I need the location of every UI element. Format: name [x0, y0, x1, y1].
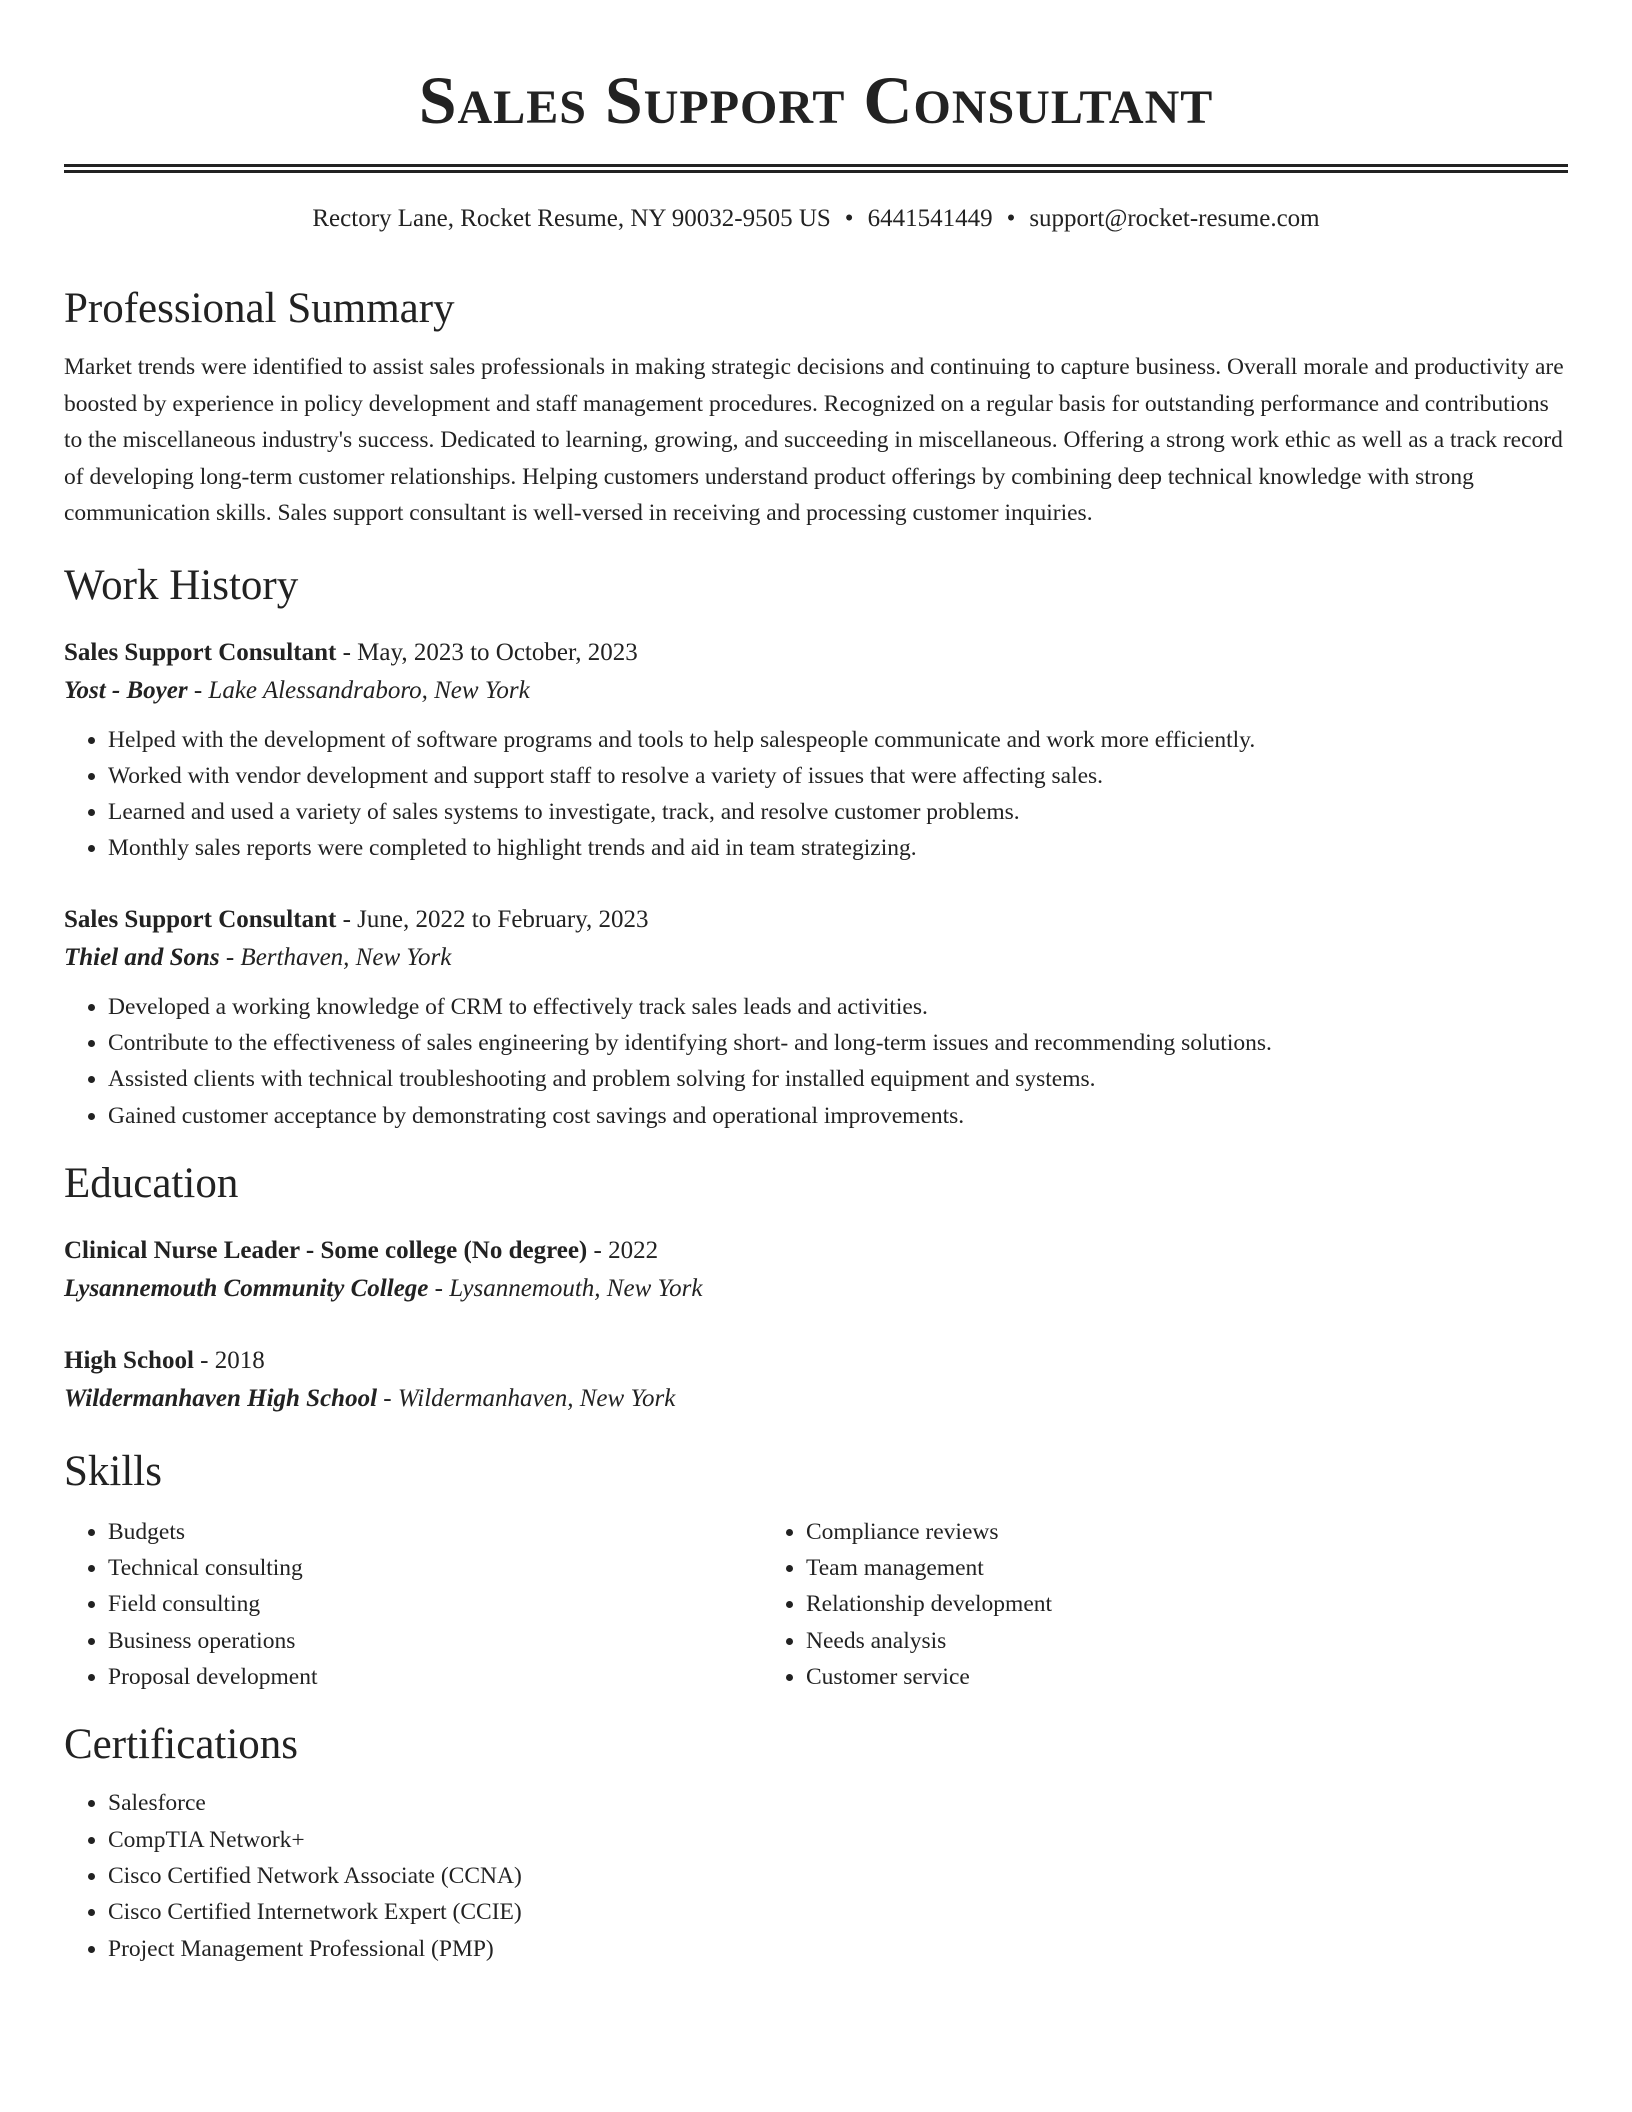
job-title-line	[64, 634, 1568, 672]
summary-text: Market trends were identified to assist sales professionals in making strategic decisions and continuing to capture business. Overall morale and productivity are boosted by experience in policy development and staff management procedures. Recognized on a regular basis for outstanding performance and contributions to the miscellaneous industry's success. Dedicated to learning, growing, and succeeding in miscellaneous. Offering a strong work ethic as well as a track record of developing long-term customer relationships. Helping customers understand product offerings by combining deep technical knowledge with strong communication skills. Sales support consultant is well-versed in receiving and processing customer inquiries.	[64, 354, 1564, 526]
job-bullet: • Gained customer acceptance by demonstrating cost savings and operational improvements.	[108, 1098, 1568, 1134]
skill-item: • Field consulting	[108, 1586, 762, 1622]
job-title-line	[64, 901, 1568, 939]
certifications-list	[64, 1785, 1568, 1966]
education-school-line	[64, 1270, 1568, 1308]
job-company-line	[64, 939, 1568, 977]
contact-phone: 6441541449	[867, 205, 993, 232]
certification-item: • Salesforce	[108, 1785, 1568, 1821]
job-bullet: • Monthly sales reports were completed to highlight trends and aid in team strategizing.	[108, 830, 1568, 866]
job-bullet: • Worked with vendor development and support staff to resolve a variety of issues that were affecting sales.	[108, 758, 1568, 794]
job-location: - Berthaven, New York	[219, 943, 452, 971]
job-company: Thiel and Sons	[64, 943, 220, 971]
skills-heading: Skills	[64, 1447, 162, 1495]
contact-line	[64, 201, 1568, 237]
skill-item: • Compliance reviews	[806, 1514, 1460, 1550]
education-year: - 2018	[193, 1346, 265, 1374]
education-degree-line	[64, 1342, 1568, 1380]
job-bullets	[64, 722, 1568, 867]
skill-item: • Business operations	[108, 1623, 762, 1659]
education-entry	[64, 1232, 1568, 1308]
job-bullet: • Developed a working knowledge of CRM to effectively track sales leads and activities.	[108, 989, 1568, 1025]
contact-separator: •	[844, 205, 854, 232]
education-year: - 2022	[587, 1236, 659, 1264]
education-school: Lysannemouth Community College	[64, 1274, 429, 1302]
job-role: Sales Support Consultant	[64, 905, 337, 933]
education-location: - Wildermanhaven, New York	[377, 1384, 676, 1412]
skills-column-right	[762, 1514, 1460, 1695]
summary-heading: Professional Summary	[64, 285, 455, 332]
certification-item: • Cisco Certified Internetwork Expert (CCIE)	[108, 1894, 1568, 1930]
contact-address: Rectory Lane, Rocket Resume, NY 90032-9505 US	[312, 205, 831, 232]
job-company-line	[64, 672, 1568, 710]
skill-item: • Team management	[806, 1550, 1460, 1586]
skill-item: • Needs analysis	[806, 1623, 1460, 1659]
skill-item: • Technical consulting	[108, 1550, 762, 1586]
skill-item: • Budgets	[108, 1514, 762, 1550]
candidate-name: Sales Support Consultant	[418, 62, 1214, 138]
contact-separator: •	[1006, 205, 1016, 232]
education-degree: Clinical Nurse Leader - Some college (No degree)	[64, 1236, 588, 1264]
job-bullet: • Helped with the development of software programs and tools to help salespeople communicate and work more efficiently.	[108, 722, 1568, 758]
education-heading: Education	[64, 1159, 239, 1207]
job-bullet: • Contribute to the effectiveness of sales engineering by identifying short- and long-term issues and recommending solutions.	[108, 1025, 1568, 1061]
education-school-line	[64, 1380, 1568, 1418]
certifications-heading: Certifications	[64, 1721, 299, 1769]
skill-item: • Customer service	[806, 1659, 1460, 1695]
certification-item: • Project Management Professional (PMP)	[108, 1931, 1568, 1967]
job-role: Sales Support Consultant	[64, 638, 337, 666]
job-bullets	[64, 989, 1568, 1134]
education-location: - Lysannemouth, New York	[428, 1274, 703, 1302]
job-company: Yost - Boyer	[64, 676, 188, 704]
skill-item: • Proposal development	[108, 1659, 762, 1695]
skill-item: • Relationship development	[806, 1586, 1460, 1622]
education-degree-line	[64, 1232, 1568, 1270]
education-school: Wildermanhaven High School	[64, 1384, 378, 1412]
contact-email: support@rocket-resume.com	[1029, 205, 1320, 232]
job-dates: - May, 2023 to October, 2023	[336, 638, 638, 666]
job-entry	[64, 634, 1568, 867]
job-location: - Lake Alessandraboro, New York	[187, 676, 530, 704]
job-dates: - June, 2022 to February, 2023	[336, 905, 649, 933]
job-bullet: • Assisted clients with technical troubleshooting and problem solving for installed equipment and systems.	[108, 1061, 1568, 1097]
header-divider	[64, 164, 1568, 173]
job-bullet: • Learned and used a variety of sales systems to investigate, track, and resolve customer problems.	[108, 794, 1568, 830]
education-degree: High School	[64, 1346, 194, 1374]
skills-column-left	[64, 1514, 762, 1695]
education-entry	[64, 1342, 1568, 1418]
work-history-heading: Work History	[64, 561, 299, 609]
skills-grid	[64, 1514, 1568, 1695]
certification-item: • CompTIA Network+	[108, 1822, 1568, 1858]
certification-item: • Cisco Certified Network Associate (CCNA)	[108, 1858, 1568, 1894]
job-entry	[64, 901, 1568, 1134]
